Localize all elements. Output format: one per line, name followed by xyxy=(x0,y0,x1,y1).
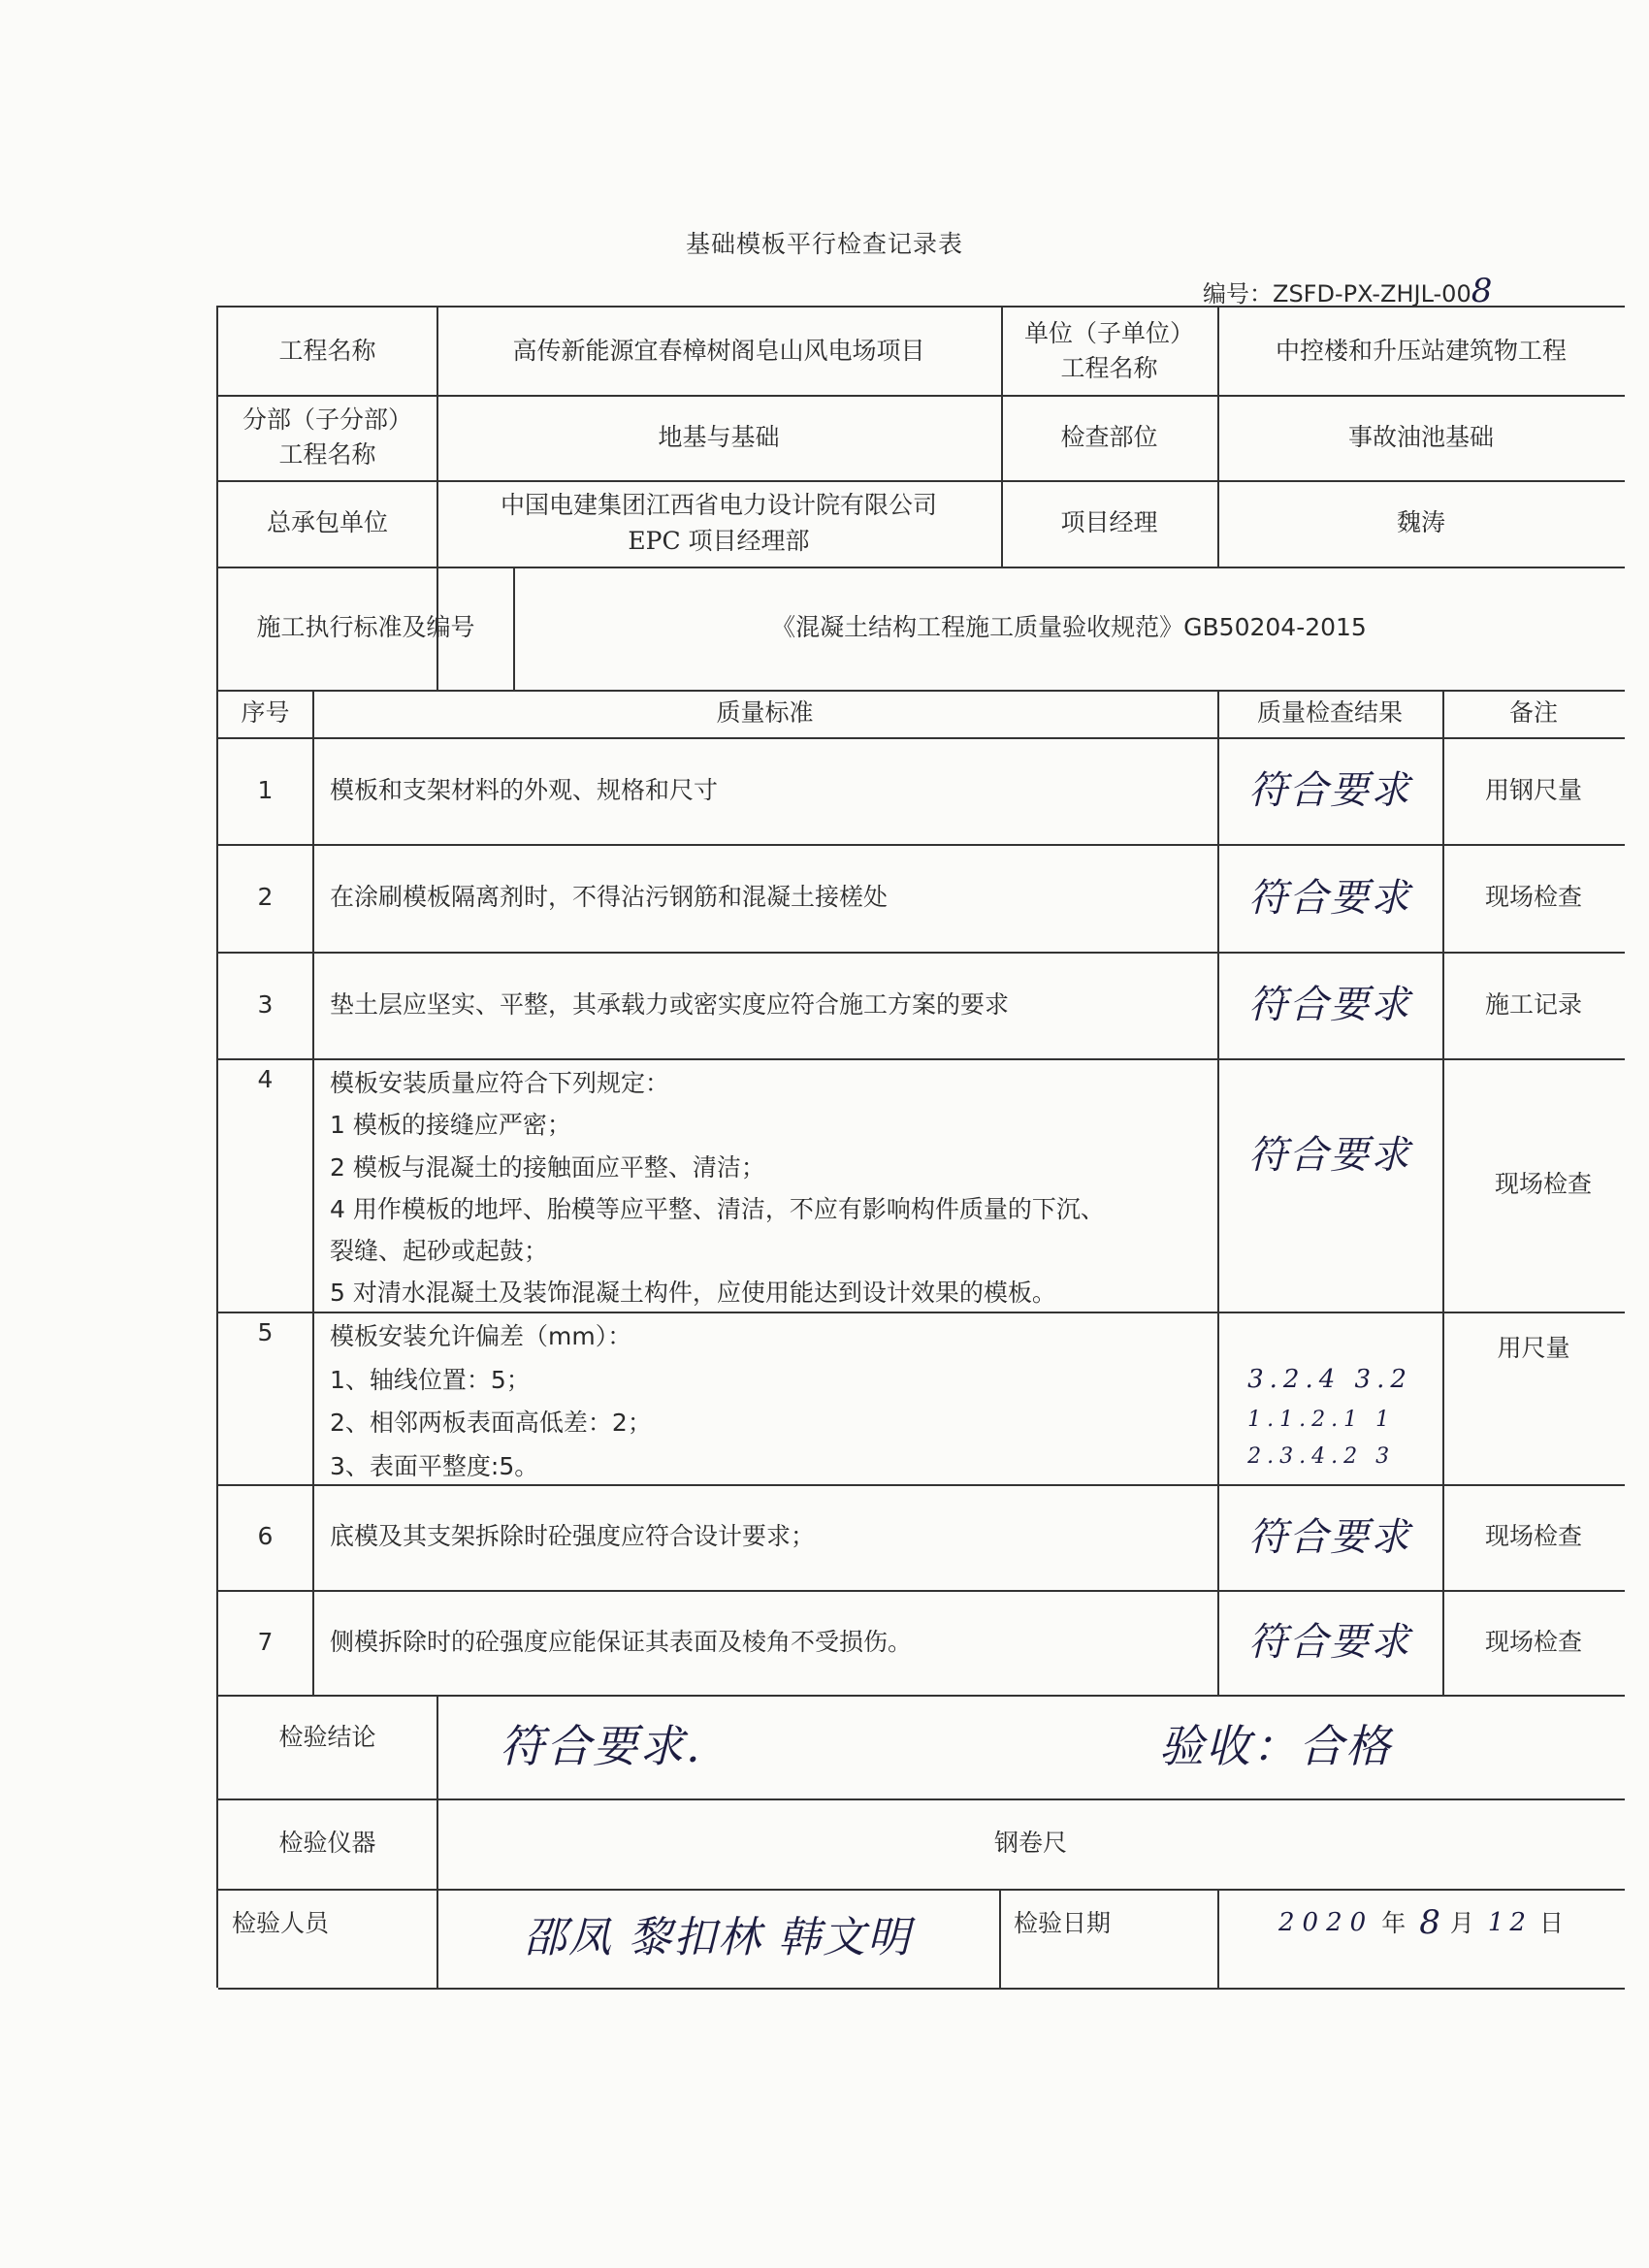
row-remark: 现场检查 xyxy=(1484,883,1582,912)
column-header-remark: 备注 xyxy=(1508,698,1558,728)
date-year-char: 年 xyxy=(1381,1908,1406,1937)
acceptance-handwritten xyxy=(1159,1695,1605,1798)
contractor-line2: EPC 项目经理部 xyxy=(628,526,810,555)
column-header-result: 质量检查结果 xyxy=(1256,698,1403,728)
row-result-handwritten xyxy=(1217,1484,1442,1590)
instrument-value: 钢卷尺 xyxy=(993,1829,1067,1858)
inspectors-label: 检验人员 xyxy=(232,1908,330,1937)
row-number: 4 xyxy=(257,1065,274,1093)
standard-value: 《混凝土结构工程施工质量验收规范》GB50204-2015 xyxy=(771,613,1367,642)
measurement-flatness: 2.3.4.2 3 xyxy=(1247,1443,1396,1469)
row-result-handwritten xyxy=(1217,952,1442,1058)
row-remark: 施工记录 xyxy=(1484,989,1582,1019)
column-header-no: 序号 xyxy=(241,698,290,728)
row-remark: 现场检查 xyxy=(1484,1627,1582,1656)
contractor-line1: 中国电建集团江西省电力设计院有限公司 xyxy=(500,491,937,520)
row-result-handwritten xyxy=(1217,737,1442,844)
row-number: 3 xyxy=(257,989,274,1019)
row-standard-line: 2 模板与混凝土的接触面应平整、清洁； xyxy=(330,1152,765,1182)
row-number: 7 xyxy=(257,1627,274,1656)
inspection-date-label: 检验日期 xyxy=(1014,1908,1112,1937)
date-month-char: 月 xyxy=(1449,1908,1474,1937)
row-result-signature: 符合要求 xyxy=(1248,768,1411,813)
row-standard-text: 侧模拆除时的砼强度应能保证其表面及棱角不受损伤。 xyxy=(330,1627,913,1656)
row-number: 6 xyxy=(257,1522,274,1551)
row-result-handwritten xyxy=(1217,1058,1442,1252)
inspectors-signatures: 邵凤 黎扣林 韩文明 xyxy=(524,1913,912,1963)
row-result-signature: 符合要求 xyxy=(1248,1133,1411,1178)
row-standard-text: 在涂刷模板隔离剂时，不得沾污钢筋和混凝土接槎处 xyxy=(330,883,889,912)
row-standard-line: 模板安装质量应符合下列规定： xyxy=(330,1069,670,1097)
division-label-line2: 工程名称 xyxy=(278,440,376,469)
row-standard-line: 5 对清水混凝土及装饰混凝土构件，应使用能达到设计效果的模板。 xyxy=(330,1279,1056,1308)
row-standard-line: 4 用作模板的地坪、胎模等应平整、清洁，不应有影响构件质量的下沉、 xyxy=(330,1194,1105,1223)
project-manager-value: 魏涛 xyxy=(1396,508,1445,537)
date-year: 2020 xyxy=(1278,1908,1374,1938)
conclusion-label: 检验结论 xyxy=(278,1723,376,1751)
date-day: 12 xyxy=(1487,1908,1532,1938)
document-number-label: 编号：ZSFD-PX-ZHJL-00 xyxy=(1203,280,1471,308)
measurement-axis-position: 3.2.4 3.2 xyxy=(1247,1365,1412,1395)
document-number xyxy=(1203,272,1492,310)
inspection-date-value xyxy=(1217,1889,1625,1988)
row-remark: 用钢尺量 xyxy=(1484,775,1582,804)
row-result-handwritten xyxy=(1217,844,1442,952)
instrument-label: 检验仪器 xyxy=(278,1829,376,1858)
row-remark: 现场检查 xyxy=(1484,1522,1582,1551)
conclusion-signature: 符合要求. xyxy=(500,1720,702,1773)
project-manager-label: 项目经理 xyxy=(1060,508,1158,537)
row-number: 1 xyxy=(257,775,274,804)
row-remark: 现场检查 xyxy=(1494,1170,1592,1199)
standard-label: 施工执行标准及编号 xyxy=(256,613,475,642)
contractor-value xyxy=(436,480,1001,567)
row-remark: 用尺量 xyxy=(1497,1334,1570,1362)
row-standard-text xyxy=(330,1312,1208,1488)
row-number: 2 xyxy=(257,883,274,912)
unit-project-label xyxy=(1001,308,1217,395)
contractor-label: 总承包单位 xyxy=(266,508,388,537)
row-standard-line: 1、轴线位置：5； xyxy=(330,1365,531,1394)
division-label xyxy=(218,395,436,480)
row-number: 5 xyxy=(257,1318,274,1346)
row-standard-line: 裂缝、起砂或起鼓； xyxy=(330,1237,549,1265)
row-standard-text xyxy=(330,1058,1212,1315)
row-result-signature: 符合要求 xyxy=(1248,983,1411,1027)
row-standard-text: 模板和支架材料的外观、规格和尺寸 xyxy=(330,775,719,804)
row-result-measurements xyxy=(1217,1312,1442,1484)
unit-project-value: 中控楼和升压站建筑物工程 xyxy=(1275,336,1567,365)
project-name-value: 高传新能源宜春樟树阁皂山风电场项目 xyxy=(512,336,925,365)
row-standard-line: 模板安装允许偏差（mm）： xyxy=(330,1322,632,1350)
check-location-value: 事故油池基础 xyxy=(1347,422,1494,451)
check-location-label: 检查部位 xyxy=(1060,422,1158,451)
form-title: 基础模板平行检查记录表 xyxy=(685,230,963,258)
conclusion-handwritten xyxy=(500,1695,1004,1798)
unit-project-label-line2: 工程名称 xyxy=(1060,354,1158,382)
document-number-handwritten: 8 xyxy=(1471,272,1493,310)
unit-project-label-line1: 单位（子单位） xyxy=(1023,318,1194,347)
date-month: 8 xyxy=(1419,1903,1446,1943)
row-result-signature: 符合要求 xyxy=(1248,1514,1411,1560)
column-header-standard: 质量标准 xyxy=(716,698,814,728)
row-standard-line: 1 模板的接缝应严密； xyxy=(330,1111,571,1140)
inspection-record-table xyxy=(216,306,1625,1988)
date-day-char: 日 xyxy=(1538,1908,1564,1937)
project-name-label: 工程名称 xyxy=(278,336,376,365)
row-standard-text: 垫土层应坚实、平整，其承载力或密实度应符合施工方案的要求 xyxy=(330,989,1010,1019)
inspectors-handwritten xyxy=(436,1889,999,1988)
division-value: 地基与基础 xyxy=(658,422,780,451)
row-standard-text: 底模及其支架拆除时砼强度应符合设计要求； xyxy=(330,1522,816,1551)
row-standard-line: 2、相邻两板表面高低差：2； xyxy=(330,1409,652,1437)
measurement-adjacent-height: 1.1.2.1 1 xyxy=(1247,1407,1396,1432)
row-result-handwritten xyxy=(1217,1590,1442,1695)
division-label-line1: 分部（子分部） xyxy=(242,405,412,434)
acceptance-signature: 验收：合格 xyxy=(1159,1720,1392,1773)
row-result-signature: 符合要求 xyxy=(1248,875,1411,921)
row-result-signature: 符合要求 xyxy=(1248,1620,1411,1665)
row-standard-line: 3、表面平整度:5。 xyxy=(330,1451,539,1480)
